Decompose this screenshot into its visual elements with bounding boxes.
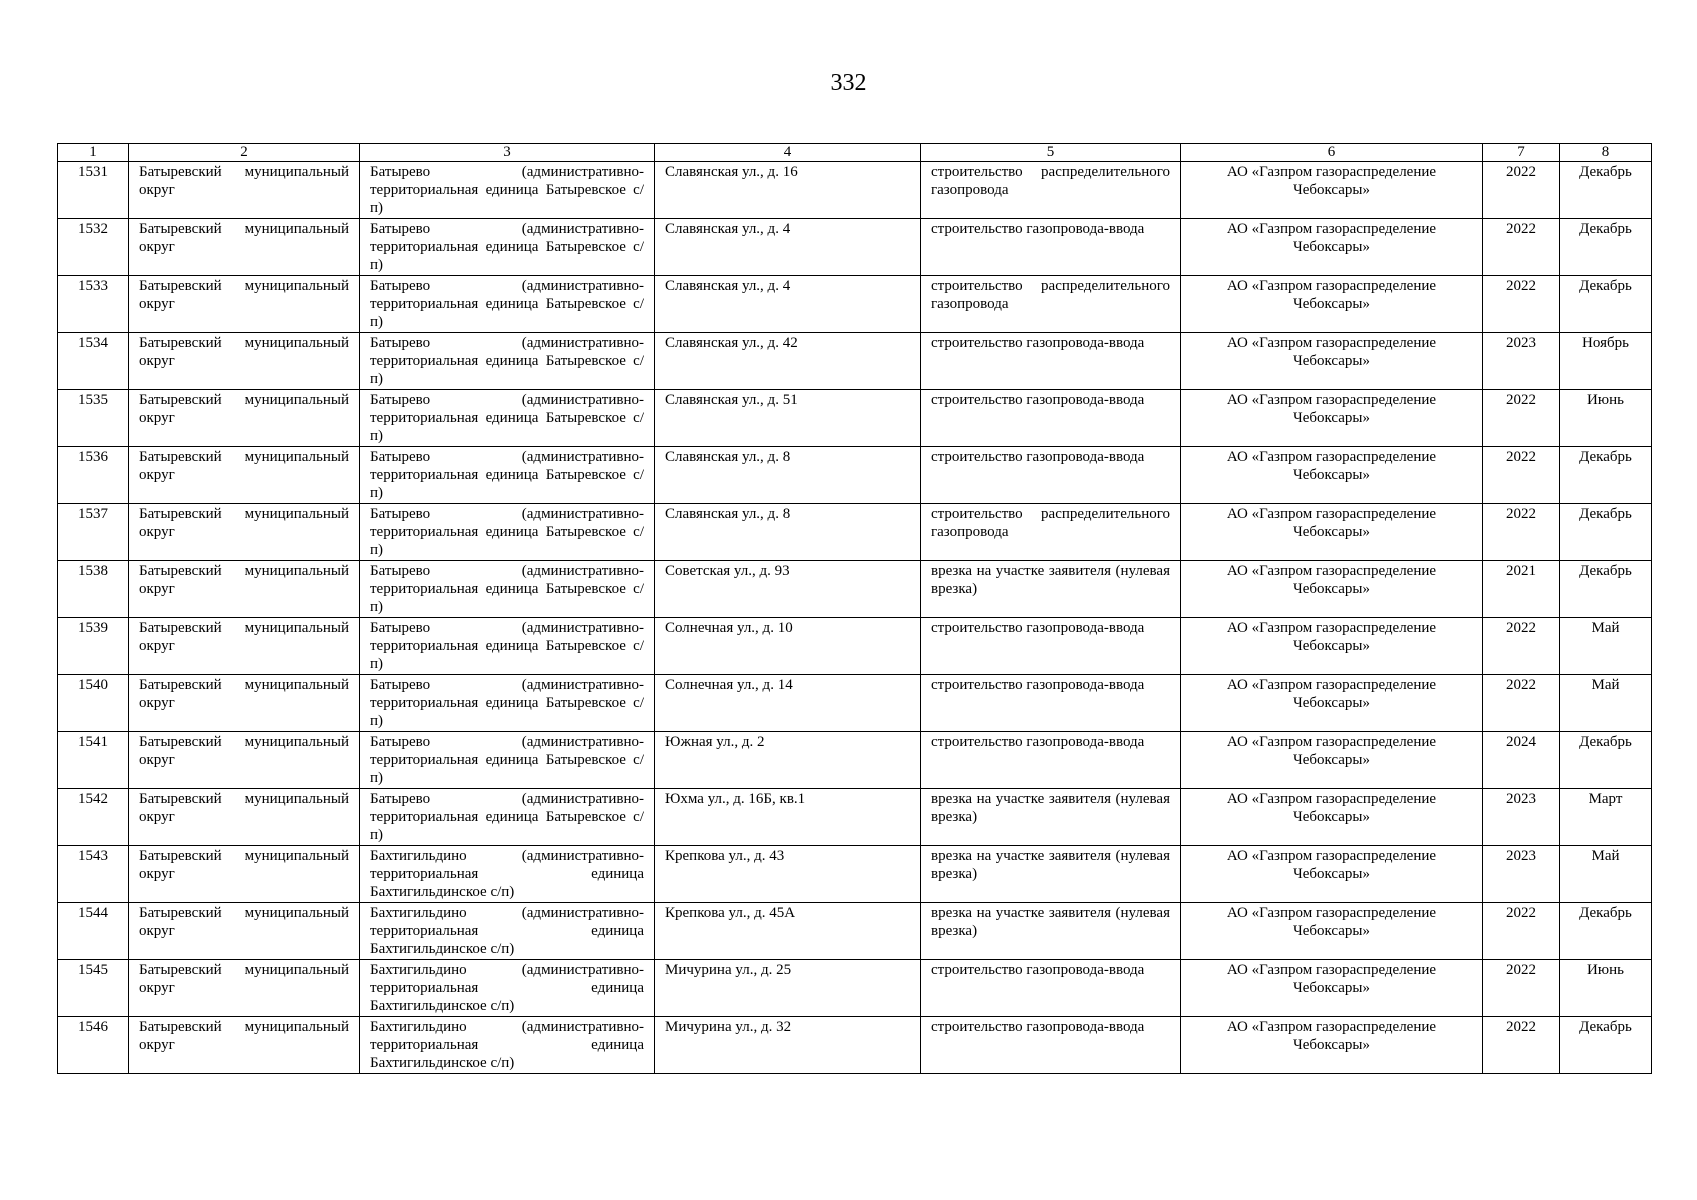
month-cell: Декабрь — [1560, 447, 1652, 504]
settlement-cell: Батырево (административно-территориальная единица Батыревское с/п) — [360, 390, 655, 447]
month-cell: Декабрь — [1560, 219, 1652, 276]
work-type-cell: строительство газопровода-ввода — [921, 618, 1181, 675]
table-row — [58, 390, 1652, 447]
month-cell: Июнь — [1560, 390, 1652, 447]
organization-cell: АО «Газпром газораспределение Чебоксары» — [1181, 618, 1483, 675]
year-cell: 2022 — [1483, 618, 1560, 675]
column-header: 6 — [1181, 144, 1483, 162]
table-row — [58, 618, 1652, 675]
work-type-cell: врезка на участке заявителя (нулевая врезка) — [921, 846, 1181, 903]
settlement-cell: Батырево (административно-территориальная единица Батыревское с/п) — [360, 504, 655, 561]
settlement-cell: Бахтигильдино (административно-территориальная единица Бахтигильдинское с/п) — [360, 903, 655, 960]
column-number-row — [58, 144, 1652, 162]
settlement-cell: Батырево (административно-территориальная единица Батыревское с/п) — [360, 447, 655, 504]
month-cell: Декабрь — [1560, 1017, 1652, 1074]
district-cell: Батыревский муниципальный округ — [129, 333, 360, 390]
year-cell: 2022 — [1483, 219, 1560, 276]
district-cell: Батыревский муниципальный округ — [129, 561, 360, 618]
month-cell: Ноябрь — [1560, 333, 1652, 390]
organization-cell: АО «Газпром газораспределение Чебоксары» — [1181, 219, 1483, 276]
organization-cell: АО «Газпром газораспределение Чебоксары» — [1181, 390, 1483, 447]
settlement-cell: Батырево (административно-территориальная единица Батыревское с/п) — [360, 618, 655, 675]
settlement-cell: Батырево (административно-территориальная единица Батыревское с/п) — [360, 732, 655, 789]
district-cell: Батыревский муниципальный округ — [129, 846, 360, 903]
row-number: 1531 — [58, 162, 129, 219]
row-number: 1544 — [58, 903, 129, 960]
table-row — [58, 960, 1652, 1017]
settlement-cell: Бахтигильдино (административно-территориальная единица Бахтигильдинское с/п) — [360, 1017, 655, 1074]
organization-cell: АО «Газпром газораспределение Чебоксары» — [1181, 846, 1483, 903]
address-cell: Славянская ул., д. 8 — [655, 504, 921, 561]
month-cell: Декабрь — [1560, 504, 1652, 561]
work-type-cell: строительство газопровода-ввода — [921, 675, 1181, 732]
work-type-cell: строительство распределительного газопровода — [921, 162, 1181, 219]
column-header: 7 — [1483, 144, 1560, 162]
work-type-cell: врезка на участке заявителя (нулевая врезка) — [921, 561, 1181, 618]
address-cell: Солнечная ул., д. 10 — [655, 618, 921, 675]
column-header: 4 — [655, 144, 921, 162]
work-type-cell: строительство газопровода-ввода — [921, 732, 1181, 789]
work-type-cell: строительство газопровода-ввода — [921, 333, 1181, 390]
district-cell: Батыревский муниципальный округ — [129, 618, 360, 675]
address-cell: Советская ул., д. 93 — [655, 561, 921, 618]
organization-cell: АО «Газпром газораспределение Чебоксары» — [1181, 504, 1483, 561]
district-cell: Батыревский муниципальный округ — [129, 903, 360, 960]
table-row — [58, 732, 1652, 789]
settlement-cell: Бахтигильдино (административно-территориальная единица Бахтигильдинское с/п) — [360, 960, 655, 1017]
table-row — [58, 789, 1652, 846]
district-cell: Батыревский муниципальный округ — [129, 732, 360, 789]
year-cell: 2023 — [1483, 846, 1560, 903]
organization-cell: АО «Газпром газораспределение Чебоксары» — [1181, 162, 1483, 219]
year-cell: 2023 — [1483, 333, 1560, 390]
year-cell: 2022 — [1483, 1017, 1560, 1074]
year-cell: 2022 — [1483, 903, 1560, 960]
organization-cell: АО «Газпром газораспределение Чебоксары» — [1181, 447, 1483, 504]
organization-cell: АО «Газпром газораспределение Чебоксары» — [1181, 1017, 1483, 1074]
work-type-cell: строительство газопровода-ввода — [921, 960, 1181, 1017]
settlement-cell: Батырево (административно-территориальная единица Батыревское с/п) — [360, 789, 655, 846]
year-cell: 2022 — [1483, 447, 1560, 504]
table-row — [58, 675, 1652, 732]
district-cell: Батыревский муниципальный округ — [129, 219, 360, 276]
month-cell: Декабрь — [1560, 561, 1652, 618]
row-number: 1543 — [58, 846, 129, 903]
row-number: 1545 — [58, 960, 129, 1017]
district-cell: Батыревский муниципальный округ — [129, 162, 360, 219]
address-cell: Крепкова ул., д. 43 — [655, 846, 921, 903]
organization-cell: АО «Газпром газораспределение Чебоксары» — [1181, 276, 1483, 333]
address-cell: Южная ул., д. 2 — [655, 732, 921, 789]
work-type-cell: строительство распределительного газопровода — [921, 504, 1181, 561]
work-type-cell: строительство распределительного газопровода — [921, 276, 1181, 333]
year-cell: 2024 — [1483, 732, 1560, 789]
district-cell: Батыревский муниципальный округ — [129, 447, 360, 504]
district-cell: Батыревский муниципальный округ — [129, 675, 360, 732]
address-cell: Крепкова ул., д. 45А — [655, 903, 921, 960]
table-row — [58, 561, 1652, 618]
district-cell: Батыревский муниципальный округ — [129, 789, 360, 846]
organization-cell: АО «Газпром газораспределение Чебоксары» — [1181, 732, 1483, 789]
page-number: 332 — [830, 70, 867, 96]
row-number: 1532 — [58, 219, 129, 276]
settlement-cell: Батырево (административно-территориальная единица Батыревское с/п) — [360, 162, 655, 219]
address-cell: Славянская ул., д. 16 — [655, 162, 921, 219]
column-header: 3 — [360, 144, 655, 162]
organization-cell: АО «Газпром газораспределение Чебоксары» — [1181, 903, 1483, 960]
row-number: 1540 — [58, 675, 129, 732]
year-cell: 2022 — [1483, 960, 1560, 1017]
organization-cell: АО «Газпром газораспределение Чебоксары» — [1181, 960, 1483, 1017]
work-type-cell: строительство газопровода-ввода — [921, 390, 1181, 447]
year-cell: 2022 — [1483, 162, 1560, 219]
table-row — [58, 447, 1652, 504]
row-number: 1535 — [58, 390, 129, 447]
address-cell: Мичурина ул., д. 25 — [655, 960, 921, 1017]
settlement-cell: Батырево (административно-территориальная единица Батыревское с/п) — [360, 276, 655, 333]
month-cell: Декабрь — [1560, 276, 1652, 333]
year-cell: 2021 — [1483, 561, 1560, 618]
row-number: 1537 — [58, 504, 129, 561]
table-row — [58, 1017, 1652, 1074]
year-cell: 2022 — [1483, 675, 1560, 732]
month-cell: Март — [1560, 789, 1652, 846]
month-cell: Май — [1560, 618, 1652, 675]
address-cell: Славянская ул., д. 4 — [655, 276, 921, 333]
settlement-cell: Батырево (административно-территориальная единица Батыревское с/п) — [360, 561, 655, 618]
address-cell: Славянская ул., д. 42 — [655, 333, 921, 390]
month-cell: Декабрь — [1560, 903, 1652, 960]
organization-cell: АО «Газпром газораспределение Чебоксары» — [1181, 561, 1483, 618]
table-row — [58, 504, 1652, 561]
address-cell: Славянская ул., д. 51 — [655, 390, 921, 447]
table-row — [58, 903, 1652, 960]
month-cell: Май — [1560, 846, 1652, 903]
address-cell: Мичурина ул., д. 32 — [655, 1017, 921, 1074]
column-header: 8 — [1560, 144, 1652, 162]
address-cell: Юхма ул., д. 16Б, кв.1 — [655, 789, 921, 846]
work-type-cell: строительство газопровода-ввода — [921, 1017, 1181, 1074]
district-cell: Батыревский муниципальный округ — [129, 1017, 360, 1074]
work-type-cell: строительство газопровода-ввода — [921, 447, 1181, 504]
column-header: 1 — [58, 144, 129, 162]
row-number: 1533 — [58, 276, 129, 333]
month-cell: Декабрь — [1560, 162, 1652, 219]
table-row — [58, 276, 1652, 333]
month-cell: Декабрь — [1560, 732, 1652, 789]
column-header: 5 — [921, 144, 1181, 162]
district-cell: Батыревский муниципальный округ — [129, 960, 360, 1017]
month-cell: Июнь — [1560, 960, 1652, 1017]
year-cell: 2023 — [1483, 789, 1560, 846]
district-cell: Батыревский муниципальный округ — [129, 276, 360, 333]
year-cell: 2022 — [1483, 276, 1560, 333]
district-cell: Батыревский муниципальный округ — [129, 504, 360, 561]
work-type-cell: врезка на участке заявителя (нулевая врезка) — [921, 903, 1181, 960]
row-number: 1541 — [58, 732, 129, 789]
month-cell: Май — [1560, 675, 1652, 732]
row-number: 1542 — [58, 789, 129, 846]
address-cell: Солнечная ул., д. 14 — [655, 675, 921, 732]
row-number: 1546 — [58, 1017, 129, 1074]
row-number: 1536 — [58, 447, 129, 504]
organization-cell: АО «Газпром газораспределение Чебоксары» — [1181, 789, 1483, 846]
settlement-cell: Бахтигильдино (административно-территориальная единица Бахтигильдинское с/п) — [360, 846, 655, 903]
year-cell: 2022 — [1483, 390, 1560, 447]
settlement-cell: Батырево (административно-территориальная единица Батыревское с/п) — [360, 675, 655, 732]
table-row — [58, 846, 1652, 903]
settlement-cell: Батырево (административно-территориальная единица Батыревское с/п) — [360, 219, 655, 276]
district-cell: Батыревский муниципальный округ — [129, 390, 360, 447]
address-cell: Славянская ул., д. 4 — [655, 219, 921, 276]
row-number: 1538 — [58, 561, 129, 618]
work-type-cell: врезка на участке заявителя (нулевая врезка) — [921, 789, 1181, 846]
table-row — [58, 162, 1652, 219]
column-header: 2 — [129, 144, 360, 162]
gasification-schedule-table — [57, 143, 1652, 1074]
table-row — [58, 333, 1652, 390]
settlement-cell: Батырево (административно-территориальная единица Батыревское с/п) — [360, 333, 655, 390]
address-cell: Славянская ул., д. 8 — [655, 447, 921, 504]
work-type-cell: строительство газопровода-ввода — [921, 219, 1181, 276]
table-row — [58, 219, 1652, 276]
row-number: 1534 — [58, 333, 129, 390]
organization-cell: АО «Газпром газораспределение Чебоксары» — [1181, 675, 1483, 732]
row-number: 1539 — [58, 618, 129, 675]
organization-cell: АО «Газпром газораспределение Чебоксары» — [1181, 333, 1483, 390]
year-cell: 2022 — [1483, 504, 1560, 561]
